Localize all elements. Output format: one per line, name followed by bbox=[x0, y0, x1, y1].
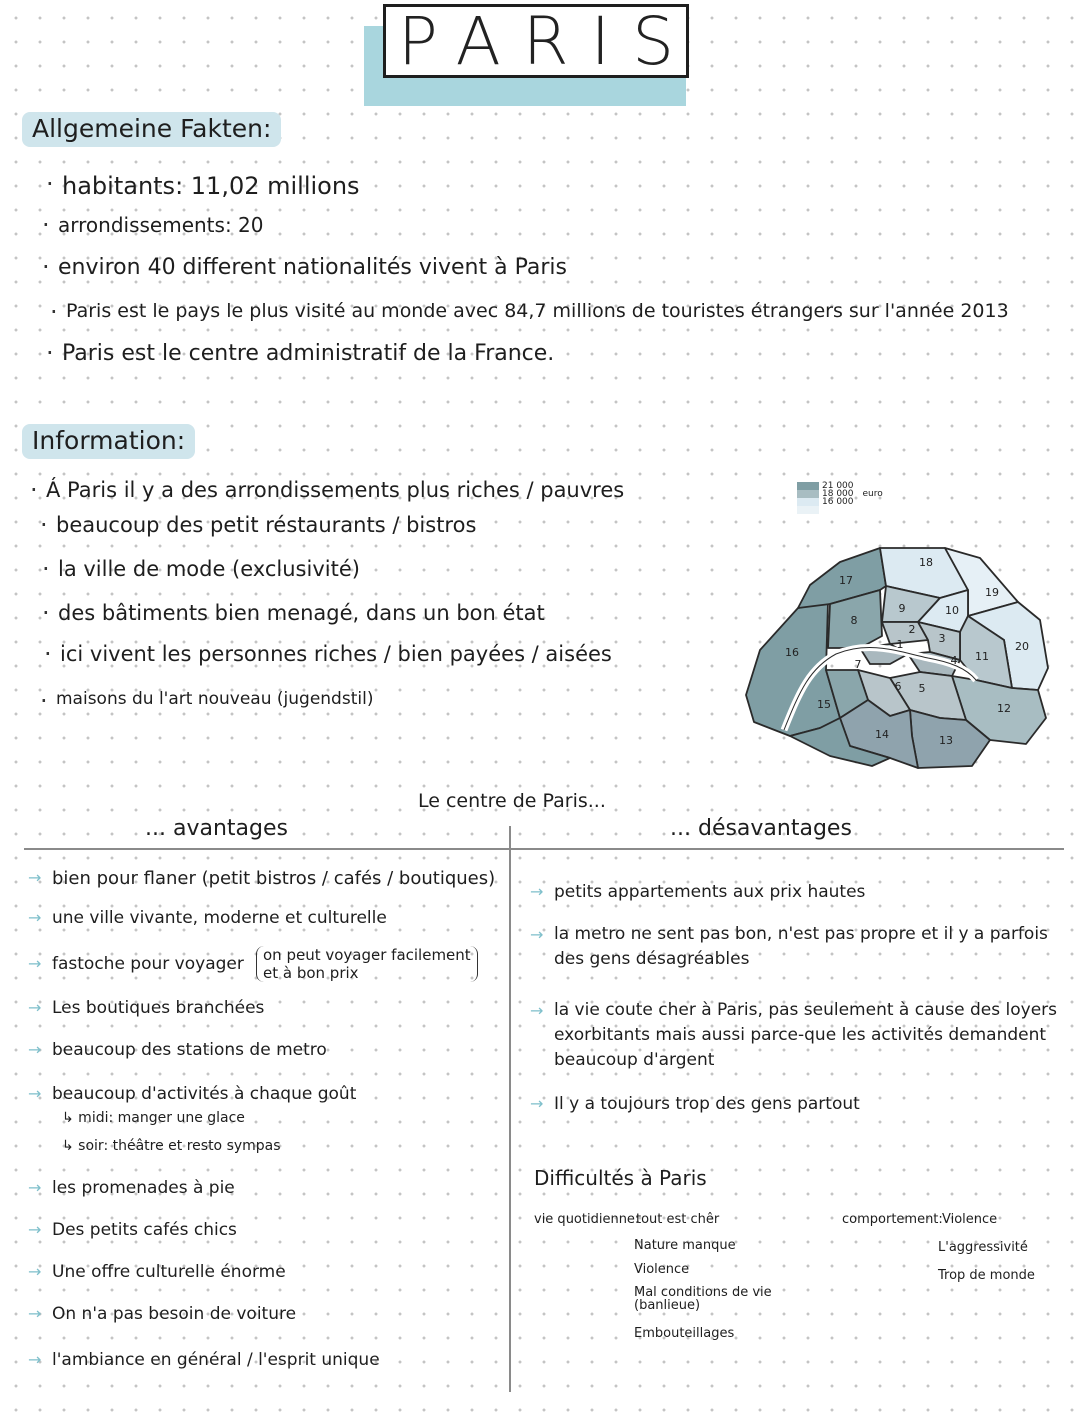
label-13: 13 bbox=[939, 734, 953, 747]
label-14: 14 bbox=[875, 728, 889, 741]
difficulties-heading: Difficultés à Paris bbox=[534, 1166, 707, 1190]
voyager-note bbox=[256, 946, 478, 982]
advantage-item: → Les boutiques branchées bbox=[28, 998, 264, 1018]
label-9: 9 bbox=[898, 602, 906, 615]
table-divider-horizontal bbox=[24, 848, 1064, 850]
legend-label: 16 000 bbox=[822, 497, 854, 507]
advantages-heading: ... avantages bbox=[145, 816, 288, 841]
daily-life-label: vie quotidienne: bbox=[534, 1212, 640, 1227]
fact-item: · environ 40 different nationalités vivent à Paris bbox=[58, 255, 567, 280]
label-20: 20 bbox=[1015, 640, 1029, 653]
difficulty-item: Trop de monde bbox=[938, 1268, 1035, 1283]
advantage-item: → On n'a pas besoin de voiture bbox=[28, 1304, 296, 1324]
activity-sub: ↳ midi: manger une glace bbox=[62, 1110, 245, 1126]
legend-swatch-high bbox=[797, 482, 819, 490]
label-15: 15 bbox=[817, 698, 831, 711]
disadvantage-item: → Il y a toujours trop des gens partout bbox=[530, 1094, 1054, 1114]
label-7: 7 bbox=[854, 658, 862, 671]
label-5: 5 bbox=[918, 682, 926, 695]
info-item: · Á Paris il y a des arrondissements plus riches / pauvres bbox=[46, 478, 624, 502]
label-6: 6 bbox=[894, 680, 902, 693]
label-1: 1 bbox=[896, 638, 904, 651]
fact-item: · Paris est le centre administratif de la France. bbox=[62, 341, 554, 366]
difficulty-item: Violence bbox=[942, 1212, 998, 1227]
legend-swatch-low bbox=[797, 498, 819, 506]
advantage-item: → l'ambiance en général / l'esprit unique bbox=[28, 1350, 380, 1370]
label-17: 17 bbox=[839, 574, 853, 587]
legend-swatch-pale bbox=[797, 506, 819, 514]
advantage-item: → Une offre culturelle énorme bbox=[28, 1262, 286, 1282]
voyager-note-line: on peut voyager facilement bbox=[263, 946, 471, 964]
behaviour-label: comportement: bbox=[842, 1212, 943, 1227]
info-item: · ici vivent les personnes riches / bien payées / aisées bbox=[60, 642, 612, 666]
fact-item: · habitants: 11,02 millions bbox=[62, 172, 360, 200]
page-title: PARIS bbox=[383, 4, 689, 78]
advantage-item: → Des petits cafés chics bbox=[28, 1220, 237, 1240]
difficulty-item: Violence bbox=[634, 1262, 690, 1277]
info-item: · la ville de mode (exclusivité) bbox=[58, 557, 360, 581]
label-10: 10 bbox=[945, 604, 959, 617]
voyager-note-line: et à bon prix bbox=[263, 964, 359, 982]
info-heading: Information: bbox=[22, 424, 195, 459]
label-4: 4 bbox=[950, 654, 958, 667]
legend-swatch-mid bbox=[797, 490, 819, 498]
label-19: 19 bbox=[985, 586, 999, 599]
arrondissement-map bbox=[740, 540, 1060, 780]
legend-unit: euro bbox=[862, 489, 883, 499]
advantage-item: → beaucoup d'activités à chaque goût bbox=[28, 1084, 356, 1104]
advantage-item: → une ville vivante, moderne et culturelle bbox=[28, 908, 387, 928]
facts-heading: Allgemeine Fakten: bbox=[22, 112, 281, 147]
difficulty-item: Embouteillages bbox=[634, 1326, 735, 1341]
label-8: 8 bbox=[850, 614, 858, 627]
fact-item: · arrondissements: 20 bbox=[58, 213, 264, 237]
info-item: · beaucoup des petit réstaurants / bistros bbox=[56, 513, 476, 537]
difficulty-item: tout est chêr bbox=[636, 1212, 720, 1227]
label-3: 3 bbox=[938, 632, 946, 645]
advantage-item: → les promenades à pie bbox=[28, 1178, 235, 1198]
disadvantage-item: → petits appartements aux prix hautes bbox=[530, 882, 1054, 902]
label-11: 11 bbox=[975, 650, 989, 663]
disadvantage-item: → la metro ne sent pas bon, n'est pas propre et il y a parfois des gens désagréables bbox=[530, 922, 1054, 972]
fact-item: · Paris est le pays le plus visité au monde avec 84,7 millions de touristes étrangers sur l'année 2013 bbox=[66, 300, 1009, 322]
difficulty-item: L'aggressivité bbox=[938, 1240, 1028, 1255]
difficulty-item: Nature manque bbox=[634, 1238, 736, 1253]
advantage-item: → beaucoup des stations de metro bbox=[28, 1040, 327, 1060]
info-item: · des bâtiments bien menagé, dans un bon état bbox=[58, 601, 545, 625]
difficulty-item: Mal conditions de vie (banlieue) bbox=[634, 1285, 772, 1313]
activity-sub: ↳ soir: théâtre et resto sympas bbox=[62, 1138, 281, 1154]
advantage-item: → fastoche pour voyager bbox=[28, 954, 244, 974]
label-18: 18 bbox=[919, 556, 933, 569]
label-2: 2 bbox=[908, 623, 916, 636]
legend-label: 18 000 bbox=[822, 489, 854, 499]
legend-label: 21 000 bbox=[822, 481, 854, 491]
centre-title: Le centre de Paris... bbox=[418, 790, 606, 812]
info-item: · maisons du l'art nouveau (jugendstil) bbox=[56, 689, 373, 709]
disadvantage-item: → la vie coute cher à Paris, pas seulement à cause des loyers exorbitants mais aussi parce-que les activités demandent beaucoup d'argent bbox=[530, 998, 1070, 1073]
label-12: 12 bbox=[997, 702, 1011, 715]
label-16: 16 bbox=[785, 646, 799, 659]
table-divider-vertical bbox=[509, 826, 511, 1392]
disadvantages-heading: ... désavantages bbox=[670, 816, 852, 841]
map-legend bbox=[797, 482, 883, 514]
advantage-item: → bien pour flaner (petit bistros / cafés / boutiques) bbox=[28, 868, 495, 889]
